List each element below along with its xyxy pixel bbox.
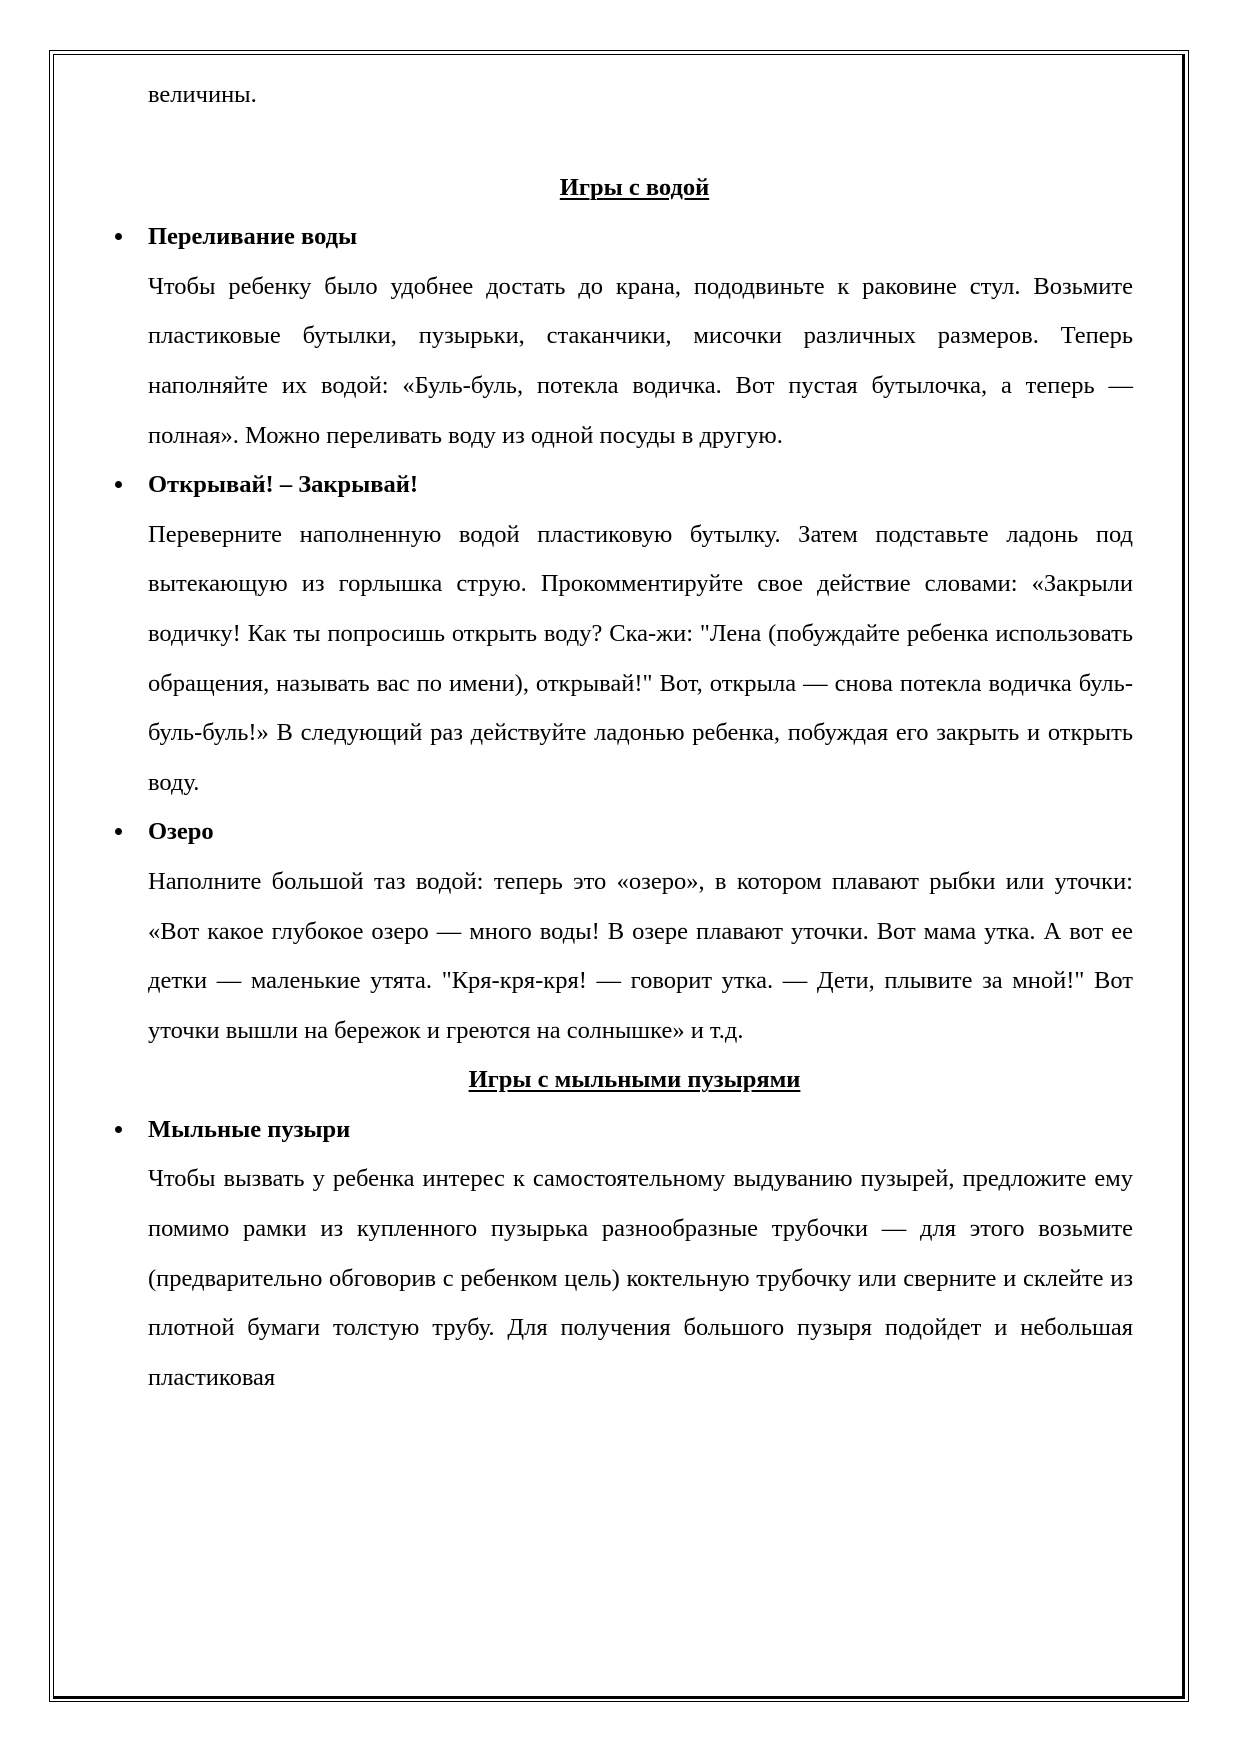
list-item-title xyxy=(148,1105,1133,1155)
continuation-text: величины. xyxy=(148,81,257,108)
item-paragraph: Чтобы ребенку было удобнее достать до крана, пододвиньте к раковине стул. Возьмите пластиковые бутылки, пузырьки, стаканчики, мисочки различных размеров. Теперь наполняйте их водой: «Буль-буль, потекла водичка. Вот пустая бутылочка, а теперь — полная». Можно переливать воду из одной посуды в другую. xyxy=(148,272,1133,449)
list-item-title xyxy=(148,460,1133,510)
item-title-text: Мыльные пузыри xyxy=(148,1115,351,1143)
item-paragraph: Чтобы вызвать у ребенка интерес к самостоятельному выдуванию пузырей, предложите ему помимо рамки из купленного пузырька разнообразные трубочки — для этого возьмите (предварительно обговорив с ребенком цель) коктельную трубочку или сверните и склейте из плотной бумаги толстую трубу. Для получения большого пузыря подойдет и небольшая пластиковая xyxy=(148,1165,1133,1391)
list-item-title xyxy=(148,212,1133,262)
item-title-text: Открывай! – Закрывай! xyxy=(148,471,419,499)
item-paragraph: Переверните наполненную водой пластиковую бутылку. Затем подставьте ладонь под вытекающую из горлышка струю. Прокомментируйте свое действие словами: «Закрыли водичку! Как ты попросишь открыть воду? Ска-жи: "Лена (побуждайте ребенка использовать обращения, называть вас по имени), открывай!" Вот, открыла — снова потекла водичка буль-буль-буль!» В следующий раз действуйте ладонью ребенка, побуждая его закрыть и открыть воду. xyxy=(148,520,1133,796)
item-paragraph: Наполните большой таз водой: теперь это «озеро», в котором плавают рыбки или уточки: «Вот какое глубокое озеро — много воды! В озере плавают уточки. Вот мама утка. А вот ее детки — маленькие утята. "Кря-кря-кря! — говорит утка. — Дети, плывите за мной!" Вот уточки вышли на бережок и греются на солнышке» и т.д. xyxy=(148,867,1133,1044)
item-title-text: Переливание воды xyxy=(148,223,358,251)
document-body xyxy=(148,70,1133,1402)
bullet-icon xyxy=(115,1126,122,1133)
section-heading-bubble-games: Игры с мыльными пузырями xyxy=(468,1066,801,1094)
spacer xyxy=(148,120,1133,163)
section-heading-water-games: Игры с водой xyxy=(559,173,710,201)
list-item-title xyxy=(148,807,1133,857)
item-title-text: Озеро xyxy=(148,818,214,846)
